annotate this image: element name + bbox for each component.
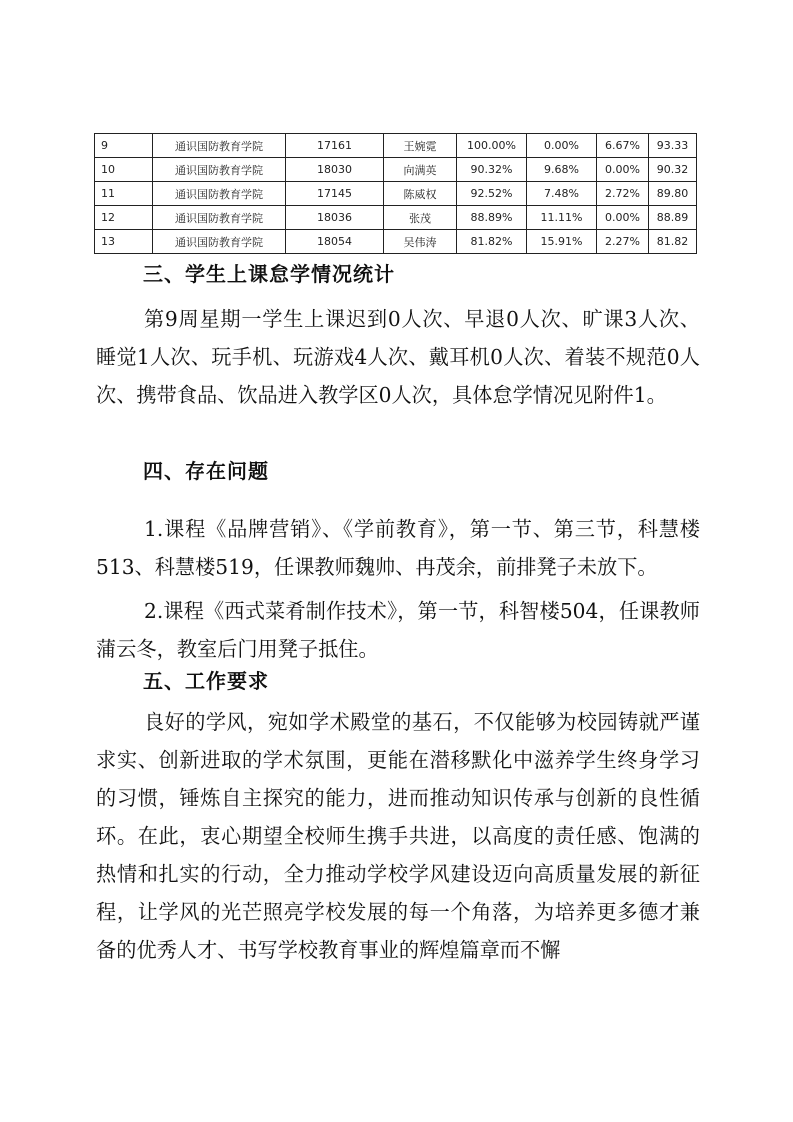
table-cell: 81.82: [649, 230, 697, 254]
table-row: [95, 182, 697, 206]
table-cell: 89.80: [649, 182, 697, 206]
table-cell: 18054: [286, 230, 384, 254]
table-cell: 11: [95, 182, 153, 206]
table-cell: 陈威权: [384, 182, 457, 206]
table-cell: 92.52%: [457, 182, 527, 206]
table-cell: 11.11%: [527, 206, 597, 230]
table-cell: 81.82%: [457, 230, 527, 254]
table-cell: 0.00%: [597, 206, 649, 230]
section4-item-2: 2.课程《西式菜肴制作技术》，第一节，科智楼504，任课教师蒲云冬，教室后门用凳子抵住。: [96, 599, 700, 661]
table-cell: 88.89%: [457, 206, 527, 230]
table-cell: 通识国防教育学院: [153, 134, 286, 158]
table-cell: 17161: [286, 134, 384, 158]
table-row: [95, 158, 697, 182]
table-cell: 100.00%: [457, 134, 527, 158]
table-cell: 7.48%: [527, 182, 597, 206]
table-cell: 18036: [286, 206, 384, 230]
table-row: [95, 134, 697, 158]
score-table: [94, 133, 696, 254]
table-cell: 通识国防教育学院: [153, 158, 286, 182]
table-cell: 0.00%: [597, 158, 649, 182]
table-cell: 2.72%: [597, 182, 649, 206]
table-cell: 88.89: [649, 206, 697, 230]
table-cell: 13: [95, 230, 153, 254]
table-cell: 12: [95, 206, 153, 230]
table-cell: 9: [95, 134, 153, 158]
table-cell: 通识国防教育学院: [153, 182, 286, 206]
table-cell: 18030: [286, 158, 384, 182]
table-cell: 王婉霓: [384, 134, 457, 158]
table-cell: 吴伟涛: [384, 230, 457, 254]
table-cell: 15.91%: [527, 230, 597, 254]
section5-text: 良好的学风，宛如学术殿堂的基石，不仅能够为校园铸就严谨求实、创新进取的学术氛围，更能在潜移默化中滋养学生终身学习的习惯，锤炼自主探究的能力，进而推动知识传承与创新的良性循环。在此，衷心期望全校师生携手共进，以高度的责任感、饱满的热情和扎实的行动，全力推动学校学风建设迈向高质量发展的新征程，让学风的光芒照亮学校发展的每一个角落，为培养更多德才兼备的优秀人才、书写学校教育事业的辉煌篇章而不懈: [96, 710, 700, 962]
table-cell: 93.33: [649, 134, 697, 158]
section3-text: 第9周星期一学生上课迟到0人次、早退0人次、旷课3人次、睡觉1人次、玩手机、玩游戏4人次、戴耳机0人次、着装不规范0人次、携带食品、饮品进入教学区0人次，具体怠学情况见附件1。: [96, 307, 700, 407]
table-cell: 2.27%: [597, 230, 649, 254]
table-cell: 张茂: [384, 206, 457, 230]
table-row: [95, 206, 697, 230]
section4-item-1: 1.课程《品牌营销》、《学前教育》，第一节、第三节，科慧楼513、科慧楼519，任课教师魏帅、冉茂余，前排凳子未放下。: [96, 517, 700, 579]
section5-heading: 五、工作要求: [143, 669, 269, 693]
table-cell: 17145: [286, 182, 384, 206]
table-row: [95, 230, 697, 254]
table-cell: 10: [95, 158, 153, 182]
table-cell: 9.68%: [527, 158, 597, 182]
table-cell: 90.32%: [457, 158, 527, 182]
table-cell: 90.32: [649, 158, 697, 182]
table-cell: 0.00%: [527, 134, 597, 158]
table-cell: 向满英: [384, 158, 457, 182]
section3-heading: 三、学生上课怠学情况统计: [143, 262, 395, 286]
section4-heading: 四、存在问题: [143, 459, 269, 483]
table-cell: 通识国防教育学院: [153, 206, 286, 230]
table-cell: 6.67%: [597, 134, 649, 158]
table-cell: 通识国防教育学院: [153, 230, 286, 254]
